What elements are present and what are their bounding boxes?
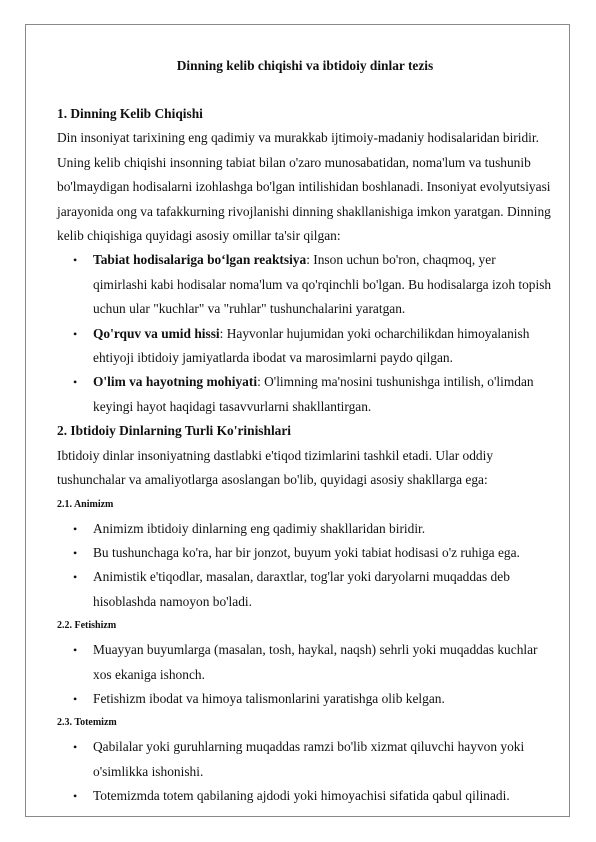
bullet-icon: •	[73, 521, 78, 536]
list-item-term: Tabiat hodisalariga bo‘lgan reaktsiya	[93, 252, 307, 268]
bullet-icon: •	[73, 740, 78, 755]
section-paragraph-origin: Din insoniyat tarixining eng qadimiy va murakkab ijtimoiy-madaniy hodisalaridan biridir. Uning kelib chiqishi insonning tabiat bilan o'zaro munosabatidan, noma'lum va tushunib bo'lmaydigan hodisalarni izohlashga bo'lgan intilishidan boshlanadi. Insoniyat evolyutsiyasi jarayonida ong va tafakkurning rivojlanishi dinning shakllanishiga imkon yaratgan. Dinning kelib chiqishiga quyidagi asosiy omillar ta'sir qilgan:	[57, 130, 551, 244]
list-item	[57, 322, 553, 371]
fetishism-list	[57, 638, 553, 711]
list-item-text: Animizm ibtidoiy dinlarning eng qadimiy shakllaridan biridir.	[93, 520, 426, 536]
list-item-text: Bu tushunchaga ko'ra, har bir jonzot, buyum yoki tabiat hodisasi o'z ruhiga ega.	[93, 544, 520, 560]
bullet-icon: •	[73, 375, 78, 390]
bullet-icon: •	[73, 643, 78, 658]
list-item-term: O'lim va hayotning mohiyati	[93, 374, 258, 390]
subsection-heading-totemism: 2.3. Totemizm	[57, 717, 117, 729]
list-item-text: : Hayvonlar hujumidan yoki ocharchilikdan himoyalanish ehtiyoji ibtidoiy jamiyatlarda ibodat va marosimlarni paydo qilgan.	[93, 325, 530, 366]
list-item-text: Animistik e'tiqodlar, masalan, daraxtlar, tog'lar yoki daryolarni muqaddas deb hisoblashda namoyon bo'ladi.	[93, 569, 510, 609]
subsection-heading-fetishism: 2.2. Fetishizm	[57, 620, 117, 632]
document-title: Dinning kelib chiqishi va ibtidoiy dinlar tezis	[176, 58, 434, 73]
subsection-heading-animism: 2.1. Animizm	[57, 498, 114, 510]
bullet-icon: •	[73, 570, 78, 585]
list-item-text: Fetishizm ibodat va himoya talismonlarini yaratishga olib kelgan.	[93, 690, 445, 706]
origin-factors-list	[57, 248, 553, 419]
list-item-text: : O'limning ma'nosini tushunishga intilish, o'limdan keyingi hayot haqidagi tasavvurlarni shakllantirgan.	[93, 374, 534, 414]
list-item	[57, 638, 553, 687]
document-body	[57, 54, 553, 809]
list-item	[57, 687, 553, 711]
list-item-term: Qo'rquv va umid hissi	[93, 325, 220, 341]
section-paragraph-forms: Ibtidoiy dinlar insoniyatning dastlabki e'tiqod tizimlarini tashkil etadi. Ular oddiy tushunchalar va amaliyotlarga asoslangan bo'lib, quyidagi asosiy shakllarga ega:	[57, 447, 494, 488]
list-item	[57, 248, 553, 321]
bullet-icon: •	[73, 545, 78, 560]
list-item	[57, 565, 553, 614]
animism-list	[57, 517, 553, 615]
bullet-icon: •	[73, 253, 78, 268]
list-item-text: Totemizmda totem qabilaning ajdodi yoki himoyachisi sifatida qabul qilinadi.	[93, 788, 510, 804]
list-item	[57, 541, 553, 565]
list-item	[57, 370, 553, 419]
section-heading-origin: 1. Dinning Kelib Chiqishi	[57, 106, 203, 121]
bullet-icon: •	[73, 691, 78, 706]
list-item	[57, 517, 553, 541]
list-item-text: : Inson uchun bo'ron, chaqmoq, yer qimirlashi kabi hodisalar noma'lum va qo'rqinchli bo'lgan. Bu hodisalarga izoh topish uchun ular "kuchlar" va "ruhlar" tushunchalarini yaratgan.	[93, 252, 552, 317]
totemism-list	[57, 735, 553, 808]
bullet-icon: •	[73, 789, 78, 804]
list-item-text: Qabilalar yoki guruhlarning muqaddas ramzi bo'lib xizmat qiluvchi hayvon yoki o'simlikka ishonishi.	[93, 739, 525, 779]
list-item	[57, 735, 553, 784]
list-item	[57, 784, 553, 808]
bullet-icon: •	[73, 326, 78, 341]
list-item-text: Muayyan buyumlarga (masalan, tosh, haykal, naqsh) sehrli yoki muqaddas kuchlar xos ekaniga ishonch.	[93, 642, 538, 682]
section-heading-forms: 2. Ibtidoiy Dinlarning Turli Ko'rinishlari	[57, 423, 292, 439]
